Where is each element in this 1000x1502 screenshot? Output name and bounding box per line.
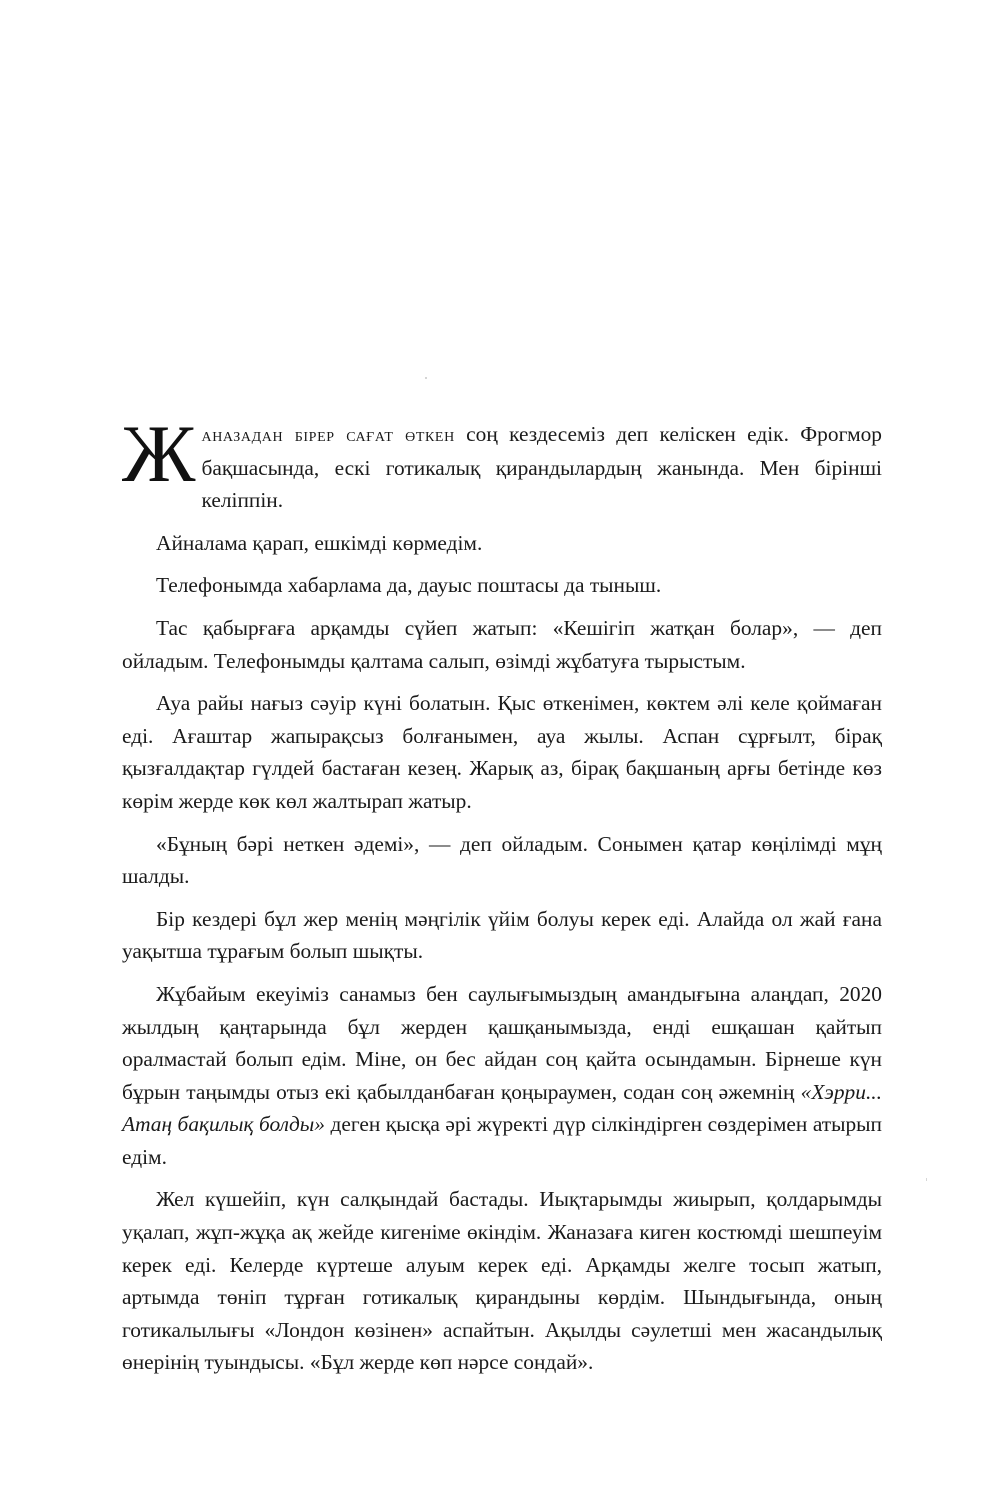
paragraph: Бір кездері бұл жер менің мәңгілік үйім болуы керек еді. Алайда ол жай ғана уақытша тұрағым болып шықты. — [122, 906, 882, 964]
paragraph-text: деген қысқа әрі жүректі дүр сілкіндірген сөздерімен атырып едім. — [122, 1112, 882, 1169]
paragraph: Телефонымда хабарлама да, дауыс поштасы да тыныш. — [156, 573, 662, 598]
paragraph: Тас қабырғаға арқамды сүйеп жатып: «Кешігіп жатқан болар», — деп ойладым. Телефонымды қалтама салып, өзімді жұбатуға тырыстым. — [122, 615, 882, 673]
paragraph-with-italic — [122, 978, 882, 1174]
opening-text: соң кездесеміз деп келіскен едік. Фрогмор бақшасында, ескі готикалық қирандылардың жанында. Мен бірінші келіппін. — [201, 422, 882, 513]
page-speck — [926, 1178, 927, 1181]
drop-cap-letter: Ж — [122, 408, 196, 499]
paragraph-text: Жұбайым екеуіміз санамыз бен саулығымыздың амандығына алаңдап, 2020 жылдың қаңтарында бұл жерден қашқанымызда, енді ешқашан қайтып оралмастай болып едім. Міне, он бес айдан соң қайта осындамын. Бірнеше күн бұрын таңымды отыз екі қабылданбаған қоңыраумен, содан соң әжемнің — [122, 981, 882, 1104]
opening-small-caps: аназадан бірер сағат өткен — [201, 424, 455, 446]
paragraph: «Бұның бәрі неткен әдемі», — деп ойладым. Сонымен қатар көңілімді мұң шалды. — [122, 831, 882, 889]
page-speck — [425, 377, 427, 379]
paragraph: Айналама қарап, ешкімді көрмедім. — [156, 530, 483, 555]
paragraph: Жел күшейіп, күн салқындай бастады. Иықтарымды жиырып, қолдарымды уқалап, жұп-жұқа ақ жейде кигеніме өкіндім. Жаназаға киген костюмді шешпеуім керек еді. Келерде күртеше алуым керек еді. Арқамды желге тосып жатып, артымда төніп тұрған готикалық қирандыны көрдім. Шындығында, оның готикалылығы «Лондон көзінен» аспайтын. Ақылды сәулетші мен жасандылық өнерінің туындысы. «Бұл жерде көп нәрсе сондай». — [122, 1187, 882, 1375]
italic-quote: «Хэрри... Атаң бақилық болды» — [122, 1079, 882, 1137]
paragraph: Ауа райы нағыз сәуір күні болатын. Қыс өткенімен, көктем әлі келе қоймаған еді. Ағаштар жапырақсыз болғанымен, ауа жылы. Аспан сұрғылт, бірақ қызғалдақтар гүлдей бастаған кезең. Жарық аз, бірақ бақшаның арғы бетінде көз көрім жерде көк көл жалтырап жатыр. — [122, 691, 882, 813]
book-page-text — [122, 408, 882, 1389]
chapter-opening-paragraph — [122, 408, 882, 517]
